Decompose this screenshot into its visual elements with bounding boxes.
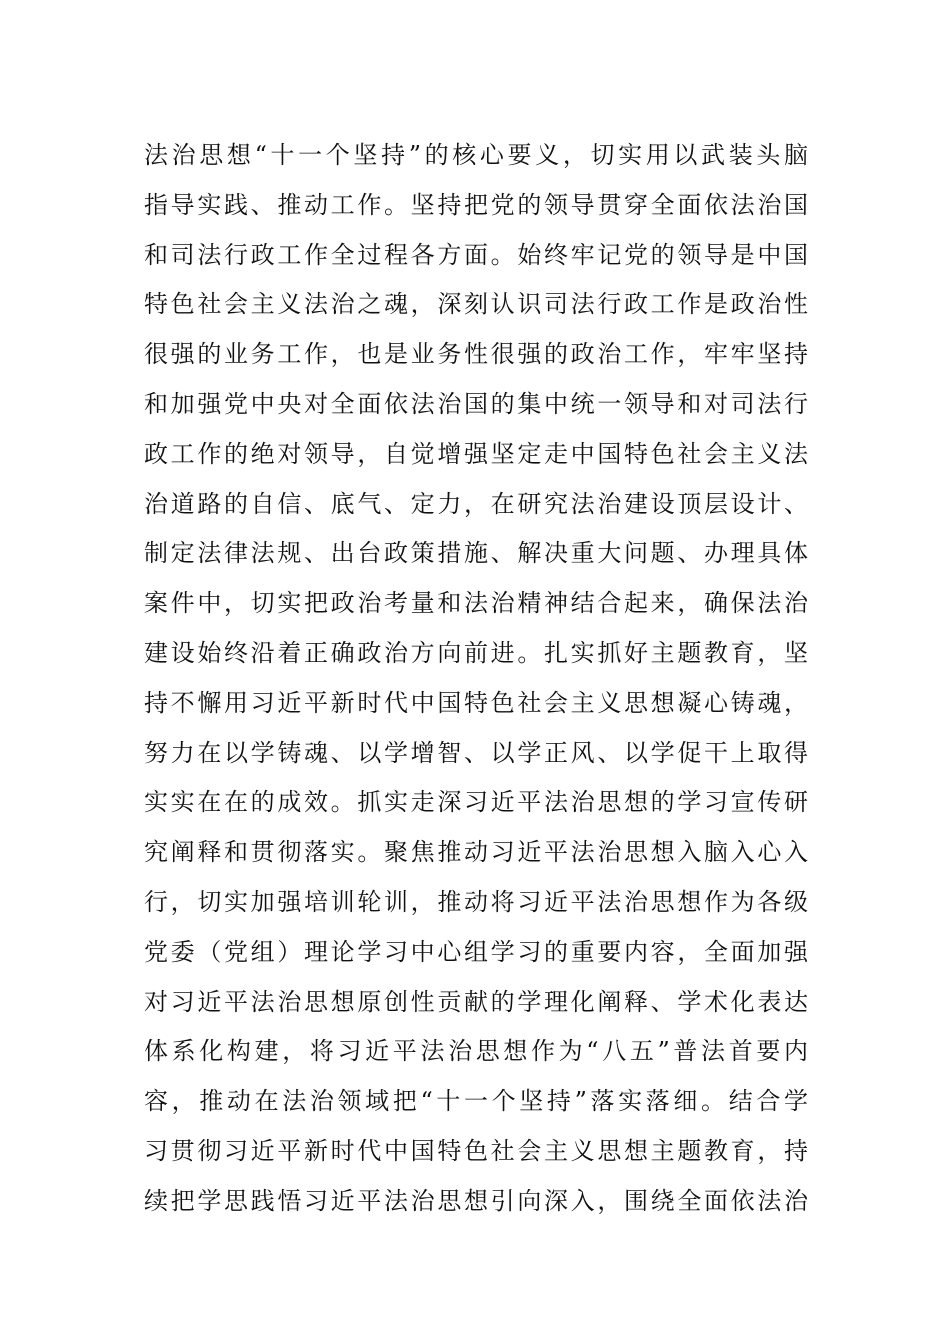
text-line: 制定法律法规、出台政策措施、解决重大问题、办理具体 [144,539,808,568]
text-line: 体系化构建，将习近平法治思想作为“八五”普法首要内 [144,1037,808,1066]
text-line: 政工作的绝对领导，自觉增强坚定走中国特色社会主义法 [144,439,808,468]
text-line: 容，推动在法治领域把“十一个坚持”落实落细。结合学 [144,1087,808,1116]
text-line: 实实在在的成效。抓实走深习近平法治思想的学习宣传研 [144,788,808,817]
text-line: 对习近平法治思想原创性贡献的学理化阐释、学术化表达 [144,987,808,1016]
text-line: 指导实践、推动工作。坚持把党的领导贯穿全面依法治国 [144,190,808,219]
text-line: 和加强党中央对全面依法治国的集中统一领导和对司法行 [144,389,808,418]
text-line: 特色社会主义法治之魂，深刻认识司法行政工作是政治性 [144,290,808,319]
text-line: 续把学思践悟习近平法治思想引向深入，围绕全面依法治 [144,1186,808,1215]
text-line: 究阐释和贯彻落实。聚焦推动习近平法治思想入脑入心入 [144,838,808,867]
text-line: 努力在以学铸魂、以学增智、以学正风、以学促干上取得 [144,738,808,767]
body-paragraph [144,133,808,1229]
text-line: 习贯彻习近平新时代中国特色社会主义思想主题教育，持 [144,1136,808,1165]
text-line: 和司法行政工作全过程各方面。始终牢记党的领导是中国 [144,240,808,269]
text-line: 持不懈用习近平新时代中国特色社会主义思想凝心铸魂， [144,688,808,717]
text-line: 行，切实加强培训轮训，推动将习近平法治思想作为各级 [144,887,808,916]
text-line: 案件中，切实把政治考量和法治精神结合起来，确保法治 [144,589,808,618]
text-line: 很强的业务工作，也是业务性很强的政治工作，牢牢坚持 [144,340,808,369]
text-line: 法治思想“十一个坚持”的核心要义，切实用以武装头脑 [144,141,808,169]
text-line: 建设始终沿着正确政治方向前进。扎实抓好主题教育，坚 [144,638,808,667]
text-line: 治道路的自信、底气、定力，在研究法治建设顶层设计、 [144,489,808,518]
text-line: 党委（党组）理论学习中心组学习的重要内容，全面加强 [144,937,808,966]
